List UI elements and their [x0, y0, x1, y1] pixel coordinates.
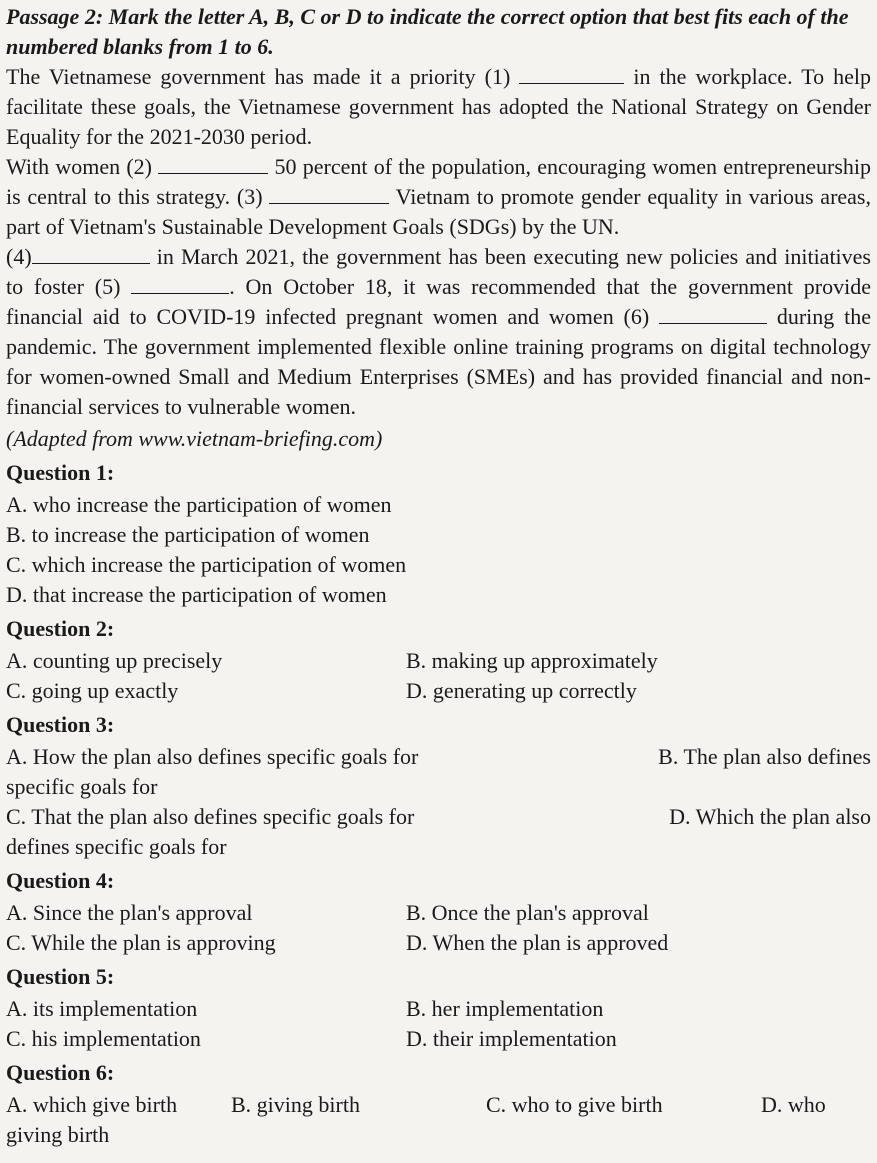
- passage-body: [6, 242, 871, 422]
- q5-option-c[interactable]: C. his implementation: [6, 1026, 201, 1051]
- passage-text: . On October 18, it was recommended that the government provide financial aid to COVID-19 infected pregnant women and women (6): [6, 274, 872, 329]
- passage-text: Vietnam to promote gender equality in various areas, part of Vietnam's Sustainable Development Goals (SDGs) by the UN.: [6, 184, 871, 239]
- q6-option-a[interactable]: A. which give birth: [6, 1092, 178, 1117]
- blank-3: [269, 183, 389, 204]
- q6-option-b[interactable]: B. giving birth: [231, 1092, 360, 1117]
- q5-option-b[interactable]: B. her implementation: [406, 996, 604, 1021]
- blank-2: [158, 153, 268, 174]
- q4-row: [6, 898, 871, 928]
- passage-body: [6, 152, 871, 242]
- q3-row: [6, 802, 871, 832]
- q1-option-b[interactable]: B. to increase the participation of women: [6, 522, 370, 547]
- q5-option-d[interactable]: D. their implementation: [406, 1026, 617, 1051]
- blank-1: [519, 63, 624, 84]
- q2-row: [6, 646, 871, 676]
- question-1-label: Question 1:: [6, 460, 115, 485]
- q4-row: [6, 928, 871, 958]
- q1-option-c[interactable]: C. which increase the participation of women: [6, 552, 407, 577]
- q3-option-b[interactable]: B. The plan also defines: [658, 744, 871, 769]
- passage-text: (4): [6, 244, 32, 269]
- q5-row: [6, 1024, 871, 1054]
- q3-option-a[interactable]: A. How the plan also defines specific goals for: [6, 744, 419, 769]
- passage-text: in March 2021, the government has been executing new policies and initiatives to foster (5): [6, 244, 871, 299]
- q3-row: [6, 742, 871, 772]
- question-5-label: Question 5:: [6, 964, 115, 989]
- passage-text: With women (2): [6, 154, 152, 179]
- q3-option-d-cont[interactable]: defines specific goals for: [6, 834, 227, 859]
- q4-option-d[interactable]: D. When the plan is approved: [406, 930, 669, 955]
- q3-option-c[interactable]: C. That the plan also defines specific goals for: [6, 804, 415, 829]
- passage-text: The Vietnamese government has made it a priority (1): [6, 64, 511, 89]
- q2-row: [6, 676, 871, 706]
- q3-option-d[interactable]: D. Which the plan also: [669, 804, 871, 829]
- blank-6: [659, 303, 767, 324]
- passage-body: [6, 62, 871, 152]
- q4-option-c[interactable]: C. While the plan is approving: [6, 930, 276, 955]
- q6-option-d-cont[interactable]: giving birth: [6, 1122, 110, 1147]
- passage-text: 50 percent of the population, encouraging women entrepreneurship is central to this strategy. (3): [6, 154, 872, 209]
- question-3-label: Question 3:: [6, 712, 115, 737]
- q5-row: [6, 994, 871, 1024]
- q4-option-a[interactable]: A. Since the plan's approval: [6, 900, 253, 925]
- passage-text: in the workplace. To help facilitate these goals, the Vietnamese government has adopted the National Strategy on Gender Equality for the 2021-2030 period.: [6, 64, 872, 149]
- q2-option-d[interactable]: D. generating up correctly: [406, 678, 637, 703]
- q1-option-d[interactable]: D. that increase the participation of women: [6, 582, 387, 607]
- q3-option-b-cont[interactable]: specific goals for: [6, 774, 158, 799]
- q6-option-c[interactable]: C. who to give birth: [486, 1092, 663, 1117]
- question-4-label: Question 4:: [6, 868, 115, 893]
- source-citation: (Adapted from www.vietnam-briefing.com): [6, 426, 383, 451]
- q6-option-d[interactable]: D. who: [761, 1092, 826, 1117]
- q6-row: [6, 1090, 871, 1120]
- blank-5: [131, 273, 229, 294]
- passage-instructions: Passage 2: Mark the letter A, B, C or D to indicate the correct option that best fits each of the numbered blanks from 1 to 6.: [6, 4, 849, 59]
- passage-text: during the pandemic. The government implemented flexible online training programs on digital technology for women-owned Small and Medium Enterprises (SMEs) and has provided financial and non-financial services to vulnerable women.: [6, 304, 872, 419]
- q2-option-a[interactable]: A. counting up precisely: [6, 648, 223, 673]
- question-6-label: Question 6:: [6, 1060, 115, 1085]
- q2-option-b[interactable]: B. making up approximately: [406, 648, 658, 673]
- q2-option-c[interactable]: C. going up exactly: [6, 678, 179, 703]
- q1-option-a[interactable]: A. who increase the participation of women: [6, 492, 392, 517]
- q5-option-a[interactable]: A. its implementation: [6, 996, 198, 1021]
- blank-4: [32, 243, 150, 264]
- q4-option-b[interactable]: B. Once the plan's approval: [406, 900, 649, 925]
- question-2-label: Question 2:: [6, 616, 115, 641]
